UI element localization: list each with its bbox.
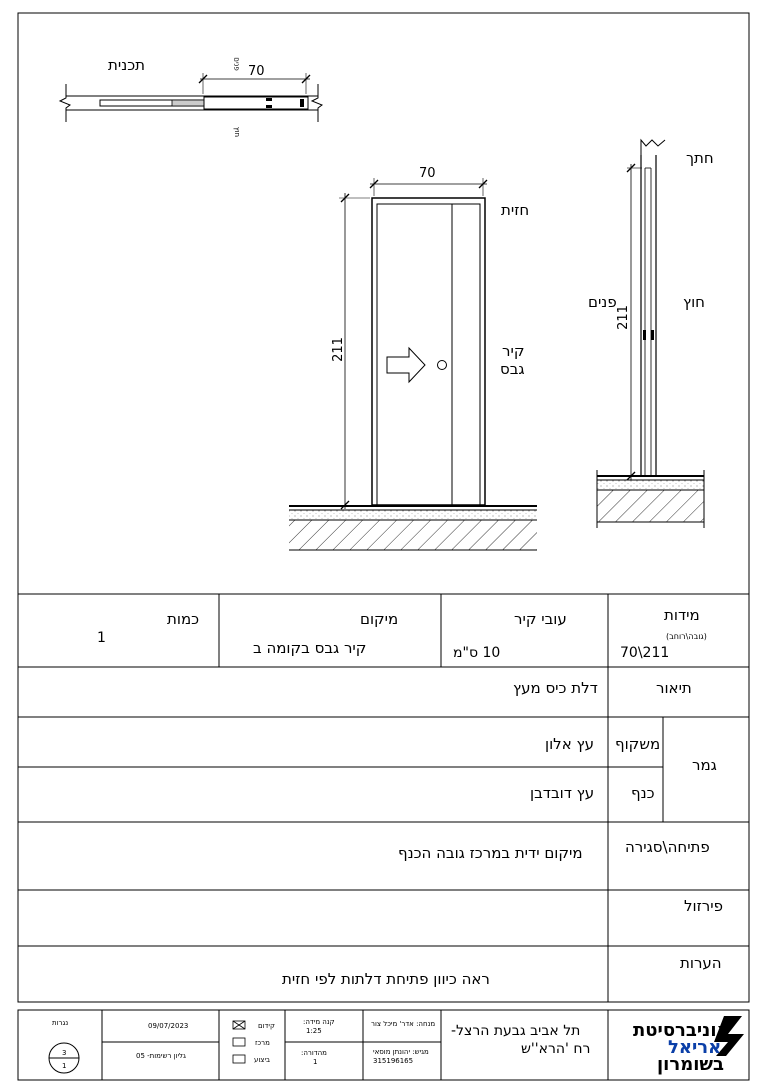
dimensions-label: מידות xyxy=(664,606,700,624)
status-1: קידום xyxy=(258,1022,275,1030)
status-checkboxes xyxy=(233,1021,245,1063)
dimensions-value: 70\211 xyxy=(620,645,670,661)
dimensions-sublabel: (גובה\רוחב) xyxy=(666,632,707,641)
section-outside-label: חוץ xyxy=(683,293,705,311)
lecturer: מנחה: אדר' מיכל צור xyxy=(371,1020,436,1028)
finish-frame-value: עץ אלון xyxy=(545,735,594,753)
quantity-label: כמות xyxy=(167,610,200,628)
finish-leaf-value: עץ דובדבן xyxy=(530,784,595,802)
wall-thickness-label: עובי קיר xyxy=(514,610,567,628)
wall-thickness-value: 10 ס"מ xyxy=(453,645,501,661)
location-value: קיר גבס בקומה ב xyxy=(253,639,367,657)
submitter-id: 315196165 xyxy=(373,1057,414,1065)
plan-title: תכנית xyxy=(108,56,146,74)
quantity-value: 1 xyxy=(97,630,106,646)
description-label: תיאור xyxy=(656,679,692,697)
date: 09/07/2023 xyxy=(148,1022,189,1030)
logo-line-2: אריאל xyxy=(668,1037,722,1058)
opening-value: מיקום ידית במרכז גובה הכנף xyxy=(398,844,583,862)
logo-line-1: אוניברסיטת xyxy=(633,1020,730,1041)
section-title: חתך xyxy=(686,149,714,167)
finish-frame-label: משקוף xyxy=(615,735,661,753)
status-3: ביצוע xyxy=(254,1056,271,1064)
plan-width-dim: 70 xyxy=(248,64,265,79)
logo-line-3: בשומרון xyxy=(657,1054,725,1075)
elevation-wall-label-2: גבס xyxy=(500,360,525,378)
status-2: מרכז xyxy=(255,1039,270,1047)
elevation-title: חזית xyxy=(501,201,530,219)
submitter: מגיש: יהונתן מוסאי xyxy=(373,1048,429,1056)
project-line-2: רח 'הרא''ש xyxy=(521,1041,591,1057)
project-line-1: תל אביב גבעת הרצל- xyxy=(451,1023,581,1039)
scale-value: 1:25 xyxy=(306,1027,322,1035)
sheet-total: 1 xyxy=(62,1062,67,1070)
description-value: דלת כיס מעץ xyxy=(513,679,598,697)
elevation-width-dim: 70 xyxy=(419,166,436,181)
section-inside-label: פנים xyxy=(588,293,617,311)
revision-label: מהדורה: xyxy=(301,1049,327,1057)
finish-leaf-label: כנף xyxy=(631,784,655,802)
sheet-name: גליון רשימות- 05 xyxy=(136,1052,186,1060)
opening-label: פתיחה\סגירה xyxy=(625,838,710,856)
notes-value: ראה כיוון פתיחת דלתות לפי חזית xyxy=(282,970,490,988)
plan-view xyxy=(60,73,322,122)
details-label: פירזול xyxy=(684,897,723,915)
plan-tag-outside: חוץ xyxy=(233,126,242,138)
elevation-wall-label-1: קיר xyxy=(502,342,525,360)
plan-tag-inside: פנים xyxy=(232,57,241,71)
section-height-dim: 211 xyxy=(615,305,631,330)
notes-label: הערות xyxy=(680,954,722,972)
finish-label: גמר xyxy=(692,756,717,774)
section-view xyxy=(597,140,704,528)
elevation-height-dim: 211 xyxy=(330,337,346,362)
discipline: נגרות xyxy=(52,1019,69,1027)
revision-value: 1 xyxy=(313,1058,318,1066)
sheet-num: 3 xyxy=(62,1049,67,1057)
location-label: מיקום xyxy=(360,610,399,628)
scale-label: קנה מידה: xyxy=(303,1018,335,1026)
